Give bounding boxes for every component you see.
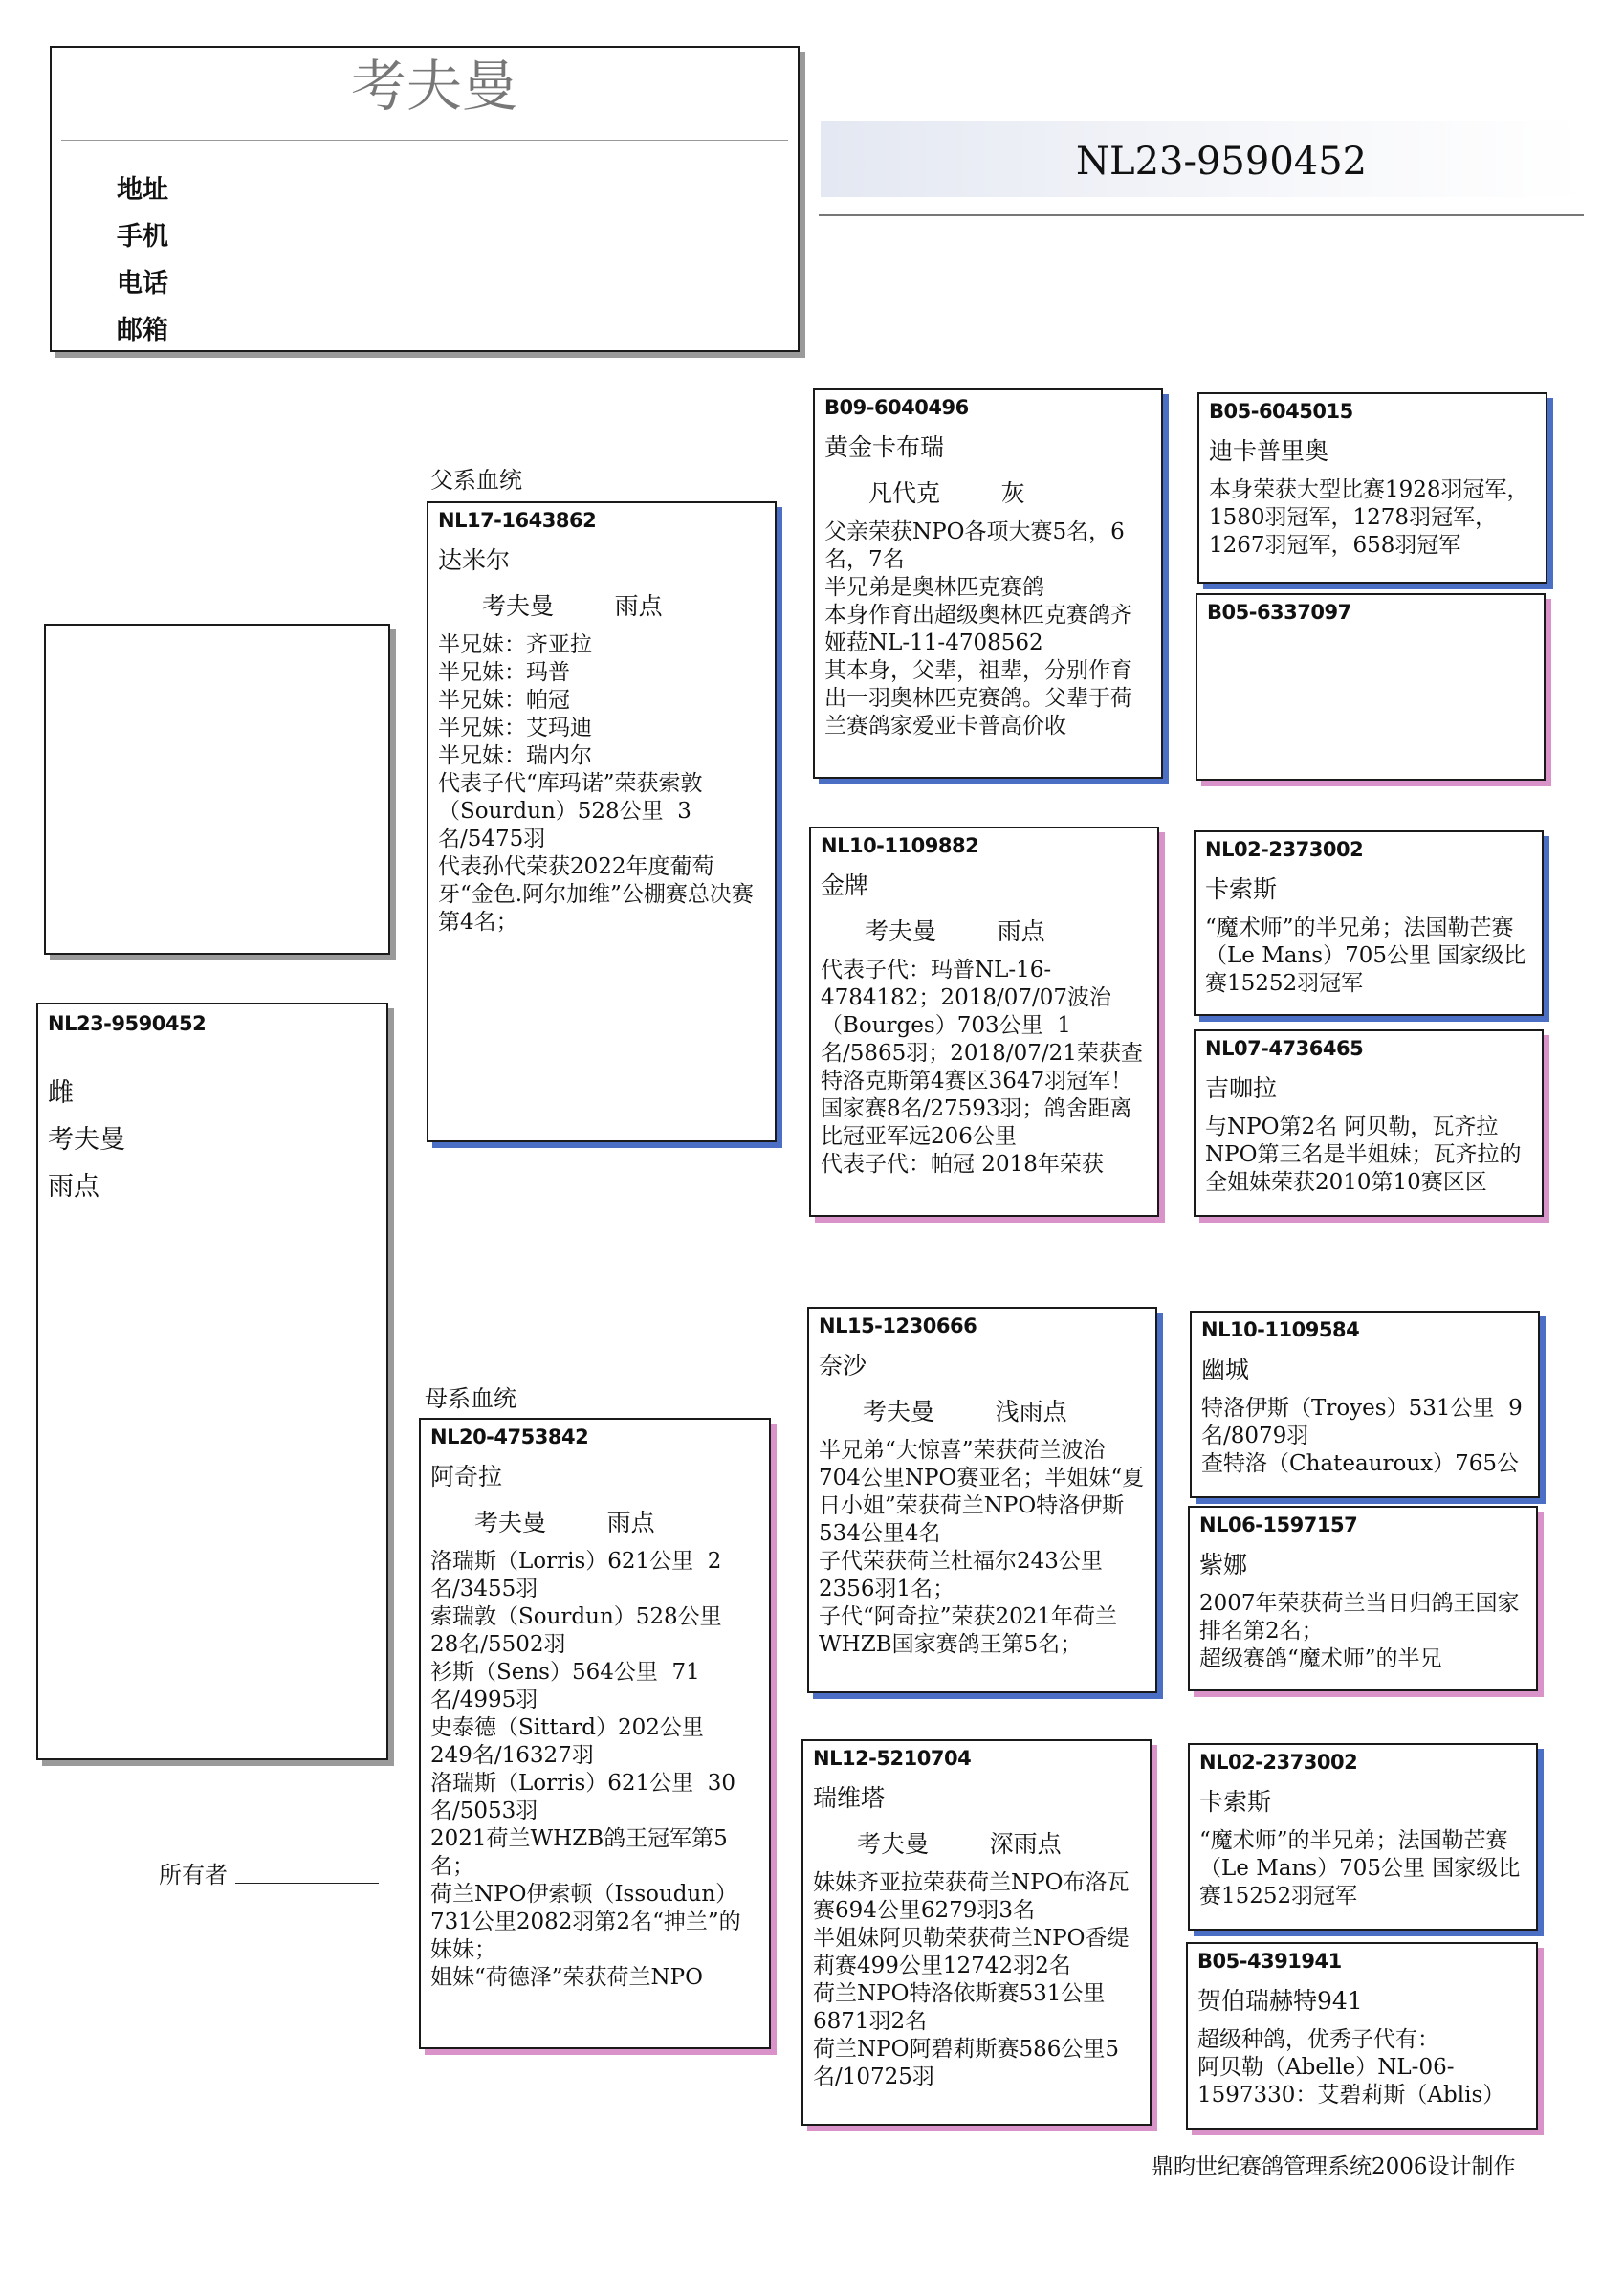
sds-ring: NL02-2373002	[1205, 838, 1364, 861]
subject-breeder: 考夫曼	[48, 1125, 125, 1155]
sire-name: 达米尔	[438, 546, 511, 574]
sire-desc-line: 代表孙代荣获2022年度葡萄牙“金色.阿尔加维”公棚赛总决赛第4名；	[438, 854, 754, 935]
sds-name: 卡索斯	[1205, 875, 1278, 903]
ssd-ring: B05-6337097	[1207, 601, 1351, 624]
dam-sire-breeder-color: 考夫曼 浅雨点	[863, 1398, 1067, 1425]
dam-dam-ring: NL12-5210704	[813, 1747, 972, 1770]
dam-dam-desc-line: 妹妹齐亚拉荣获荷兰NPO布洛瓦赛694公里6279羽3名	[813, 1870, 1130, 1923]
ddd-description	[1197, 2026, 1526, 2109]
dam-sire-description	[819, 1437, 1146, 1659]
dss-desc-line: 特洛伊斯（Troyes）531公里 9名/8079羽	[1201, 1396, 1523, 1448]
sss-name: 迪卡普里奥	[1209, 437, 1329, 465]
dam-dam-desc-line: 半姐妹阿贝勒荣获荷兰NPO香缇莉赛499公里12742羽2名	[813, 1926, 1130, 1978]
dam-desc-line: 姐妹“荷德泽”荣获荷兰NPO	[430, 1965, 703, 1990]
header-ring-number: NL23-9590452	[1076, 140, 1368, 184]
sds-box	[1194, 830, 1544, 1016]
sire-ring: NL17-1643862	[438, 509, 597, 532]
sire-breeder-color: 考夫曼 雨点	[482, 592, 663, 620]
sire-sire-desc-line: 本身作育出超级奥林匹克赛鸽齐娅菈NL-11-4708562	[824, 603, 1132, 655]
owner-divider	[61, 140, 788, 141]
dsd-desc-line: 超级赛鸽“魔术师”的半兄	[1199, 1646, 1442, 1671]
sire-desc-line: 半兄妹：艾玛迪	[438, 716, 592, 740]
sss-ring: B05-6045015	[1209, 400, 1353, 423]
sire-desc-line: 半兄妹：瑞内尔	[438, 743, 592, 768]
sire-box	[427, 501, 777, 1142]
header-underline	[819, 214, 1584, 216]
dsd-desc-line: 2007年荣获荷兰当日归鸽王国家排名第2名；	[1199, 1591, 1520, 1644]
sire-dam-name: 金牌	[821, 872, 869, 899]
dss-description	[1201, 1395, 1528, 1478]
ddd-box	[1186, 1942, 1538, 2130]
dss-desc-line: 查特洛（Chateauroux）765公	[1201, 1451, 1520, 1476]
ddd-desc-line: 超级种鸽，优秀子代有：	[1197, 2027, 1439, 2052]
dam-description	[430, 1548, 759, 1992]
dsd-ring: NL06-1597157	[1199, 1513, 1358, 1536]
sds-desc-line: “魔术师”的半兄弟；法国勒芒赛（Le Mans）705公里 国家级比赛15252羽冠军	[1205, 916, 1526, 996]
sire-sire-description	[824, 519, 1152, 740]
sire-desc-line: 半兄妹：玛普	[438, 660, 570, 685]
dam-dam-box	[801, 1739, 1152, 2126]
dam-dam-breeder-color: 考夫曼 深雨点	[857, 1830, 1062, 1858]
sss-description	[1209, 476, 1536, 560]
sire-dam-breeder-color: 考夫曼 雨点	[865, 917, 1045, 945]
dam-dam-description	[813, 1869, 1140, 2091]
sire-dam-ring: NL10-1109882	[821, 834, 979, 857]
sire-dam-desc-line: 代表子代：玛普NL-16-4784182；2018/07/07波治（Bourges）703公里 1名/5865羽；2018/07/21荣获查特洛克斯第4赛区3647羽冠军！国家赛8名/27593羽；鸽舍距离比冠亚军远206公里	[821, 958, 1143, 1149]
owner-field-address: 地址	[117, 175, 168, 205]
sire-dam-box	[809, 827, 1159, 1217]
sss-box	[1197, 392, 1547, 584]
owner-field-email: 邮箱	[117, 316, 168, 345]
sire-sire-ring: B09-6040496	[824, 396, 969, 419]
sdd-desc-line: 与NPO第2名 阿贝勒，瓦齐拉NPO第三名是半姐妹；瓦齐拉的全姐妹荣获2010第10赛区区	[1205, 1115, 1522, 1195]
dam-sire-ring: NL15-1230666	[819, 1314, 977, 1337]
sire-dam-description	[821, 957, 1148, 1179]
sire-dam-desc-line: 代表子代：帕冠 2018年荣获	[821, 1152, 1104, 1177]
owner-info-box	[50, 46, 800, 352]
owner-signature-line	[235, 1883, 379, 1884]
sire-sire-desc-line: 其本身，父辈，祖辈，分别作育出一羽奥林匹克赛鸽。父辈于荷兰赛鸽家爱亚卡普高价收	[824, 658, 1132, 739]
dds-box	[1188, 1743, 1538, 1931]
sire-desc-line: 半兄妹：齐亚拉	[438, 632, 592, 657]
sire-sire-box	[813, 388, 1163, 779]
dam-name: 阿奇拉	[430, 1463, 503, 1490]
dam-sire-desc-line: 半兄弟“大惊喜”荣获荷兰波治704公里NPO赛亚名；半姐妹“夏日小姐”荣获荷兰NPO特洛伊斯534公里4名	[819, 1438, 1145, 1546]
dam-desc-line: 索瑞敦（Sourdun）528公里 28名/5502羽	[430, 1604, 736, 1657]
dsd-box	[1188, 1506, 1538, 1691]
dam-desc-line: 荷兰NPO伊索顿（Issoudun）731公里2082羽第2名“抻兰”的妹妹；	[430, 1882, 741, 1962]
ddd-name: 贺伯瑞赫特941	[1197, 1987, 1363, 2015]
dam-line-label: 母系血统	[425, 1385, 516, 1412]
dam-desc-line: 2021荷兰WHZB鸽王冠军第5名；	[430, 1826, 728, 1879]
owner-field-phone: 电话	[117, 269, 168, 298]
dam-box	[419, 1418, 771, 2049]
sdd-name: 吉咖拉	[1205, 1074, 1278, 1102]
dss-name: 幽城	[1201, 1356, 1250, 1383]
sire-sire-name: 黄金卡布瑞	[824, 433, 945, 461]
dam-dam-desc-line: 荷兰NPO特洛依斯赛531公里6871羽2名	[813, 1981, 1106, 2034]
sire-line-label: 父系血统	[430, 467, 522, 494]
sire-sire-breeder-color: 凡代克 灰	[868, 479, 1025, 507]
ssd-box	[1196, 593, 1546, 781]
sire-desc-line: 代表子代“库玛诺”荣获索敦（Sourdun）528公里 3名/5475羽	[438, 771, 703, 851]
dam-desc-line: 洛瑞斯（Lorris）621公里 30名/5053羽	[430, 1771, 736, 1823]
dam-sire-name: 奈沙	[819, 1352, 867, 1380]
dam-sire-desc-line: 子代“阿奇拉”荣获2021年荷兰WHZB国家赛鸽王第5名；	[819, 1604, 1118, 1657]
sire-sire-desc-line: 半兄弟是奥林匹克赛鸽	[824, 575, 1044, 600]
dam-sire-desc-line: 子代荣获荷兰杜福尔243公里2356羽1名；	[819, 1549, 1103, 1601]
dds-description	[1199, 1827, 1526, 1910]
sds-description	[1205, 915, 1532, 998]
subject-sex: 雌	[48, 1078, 74, 1108]
dsd-description	[1199, 1590, 1526, 1673]
dds-desc-line: “魔术师”的半兄弟；法国勒芒赛（Le Mans）705公里 国家级比赛15252羽冠军	[1199, 1828, 1521, 1909]
dam-dam-desc-line: 荷兰NPO阿碧莉斯赛586公里5名/10725羽	[813, 2037, 1119, 2089]
sire-desc-line: 半兄妹：帕冠	[438, 688, 570, 713]
owner-name: 考夫曼	[350, 54, 517, 119]
dds-name: 卡索斯	[1199, 1788, 1272, 1816]
subject-color: 雨点	[48, 1172, 99, 1202]
dss-box	[1190, 1311, 1540, 1498]
dam-desc-line: 衫斯（Sens）564公里 71名/4995羽	[430, 1660, 700, 1712]
dam-sire-box	[807, 1307, 1157, 1693]
dds-ring: NL02-2373002	[1199, 1751, 1358, 1774]
sdd-box	[1194, 1029, 1544, 1217]
footer-credit: 鼎昀世纪赛鸽管理系统2006设计制作	[1152, 2154, 1516, 2179]
dam-ring: NL20-4753842	[430, 1425, 589, 1448]
dam-breeder-color: 考夫曼 雨点	[474, 1509, 655, 1536]
dam-dam-name: 瑞维塔	[813, 1784, 886, 1812]
sdd-description	[1205, 1114, 1532, 1197]
ddd-desc-line: 阿贝勒（Abelle）NL-06-1597330：艾碧莉斯（Ablis）	[1197, 2055, 1505, 2108]
photo-frame	[44, 624, 390, 955]
dsd-name: 紫娜	[1199, 1551, 1248, 1578]
ddd-ring: B05-4391941	[1197, 1950, 1342, 1973]
dss-ring: NL10-1109584	[1201, 1318, 1360, 1341]
sire-sire-desc-line: 父亲荣获NPO各项大赛5名，6名，7名	[824, 519, 1125, 572]
sss-desc-line: 本身荣获大型比赛1928羽冠军，1580羽冠军，1278羽冠军，1267羽冠军，658羽冠军	[1209, 477, 1529, 558]
subject-ring: NL23-9590452	[48, 1012, 207, 1035]
dam-desc-line: 洛瑞斯（Lorris）621公里 2名/3455羽	[430, 1549, 722, 1601]
owner-field-mobile: 手机	[117, 222, 168, 252]
sire-description	[438, 631, 765, 937]
sdd-ring: NL07-4736465	[1205, 1037, 1364, 1060]
dam-desc-line: 史泰德（Sittard）202公里 249名/16327羽	[430, 1715, 718, 1768]
owner-signature-label: 所有者	[159, 1862, 228, 1888]
subject-box	[36, 1003, 388, 1760]
